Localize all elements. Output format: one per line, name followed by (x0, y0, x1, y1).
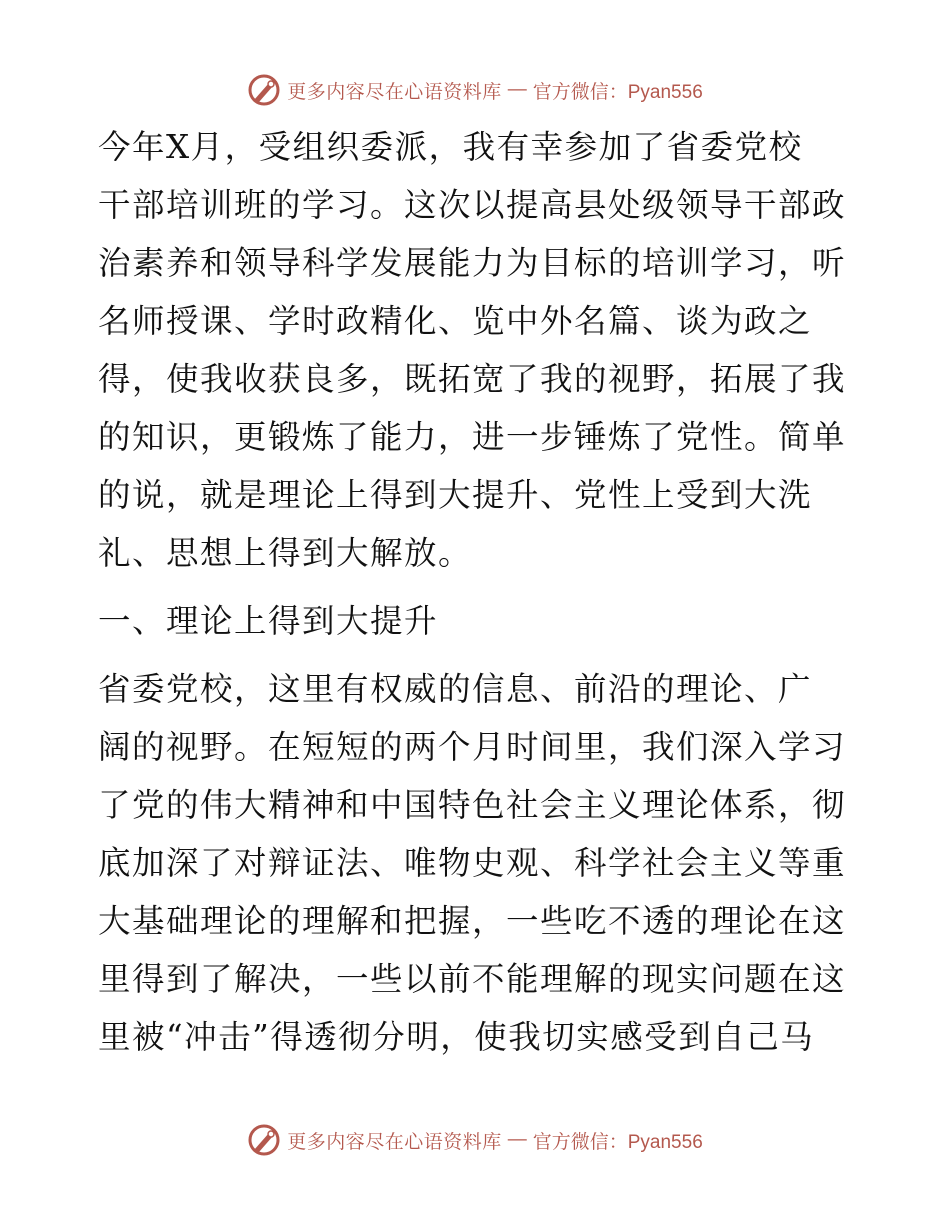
text-line: 大基础理论的理解和把握，一些吃不透的理论在这 (98, 902, 847, 940)
text-line: 治素养和领导科学发展能力为目标的培训学习，听 (98, 244, 847, 282)
text-line: 里被“冲击”得透彻分明，使我切实感受到自己马 (98, 1018, 815, 1056)
header-banner (0, 70, 950, 110)
text-line: 得，使我收获良多，既拓宽了我的视野，拓展了我 (98, 360, 847, 398)
text-line: 礼、思想上得到大解放。 (98, 534, 473, 572)
banner-wechat: 官方微信：Pyan556 (532, 81, 703, 103)
text-line: 名师授课、学时政精化、览中外名篇、谈为政之 (98, 302, 813, 340)
banner-title: 更多内容尽在心语资料库 (287, 1130, 502, 1153)
text-line: 干部培训班的学习。这次以提高县处级领导干部政 (98, 186, 847, 224)
paragraph-section-one (98, 660, 858, 1066)
banner-dash: — (507, 79, 527, 100)
heading-line: 一、理论上得到大提升 (98, 602, 439, 640)
text-line: 今年X月，受组织委派，我有幸参加了省委党校 (98, 128, 803, 166)
pen-logo-icon (247, 73, 281, 107)
text-line: 的知识，更锻炼了能力，进一步锤炼了党性。简单 (98, 418, 847, 456)
section-heading (98, 592, 858, 650)
banner-wechat: 官方微信：Pyan556 (532, 1131, 703, 1153)
text-line: 的说，就是理论上得到大提升、党性上受到大洗 (98, 476, 813, 514)
text-line: 底加深了对辩证法、唯物史观、科学社会主义等重 (98, 844, 847, 882)
text-line: 省委党校，这里有权威的信息、前沿的理论、广 (98, 670, 813, 708)
footer-banner (0, 1120, 950, 1160)
text-line: 了党的伟大精神和中国特色社会主义理论体系，彻 (98, 786, 847, 824)
text-line: 里得到了解决，一些以前不能理解的现实问题在这 (98, 960, 847, 998)
text-line: 阔的视野。在短短的两个月时间里，我们深入学习 (98, 728, 847, 766)
banner-title: 更多内容尽在心语资料库 (287, 80, 502, 103)
banner-dash: — (507, 1129, 527, 1150)
paragraph-intro (98, 118, 858, 582)
document-body (98, 118, 858, 1066)
pen-logo-icon (247, 1123, 281, 1157)
